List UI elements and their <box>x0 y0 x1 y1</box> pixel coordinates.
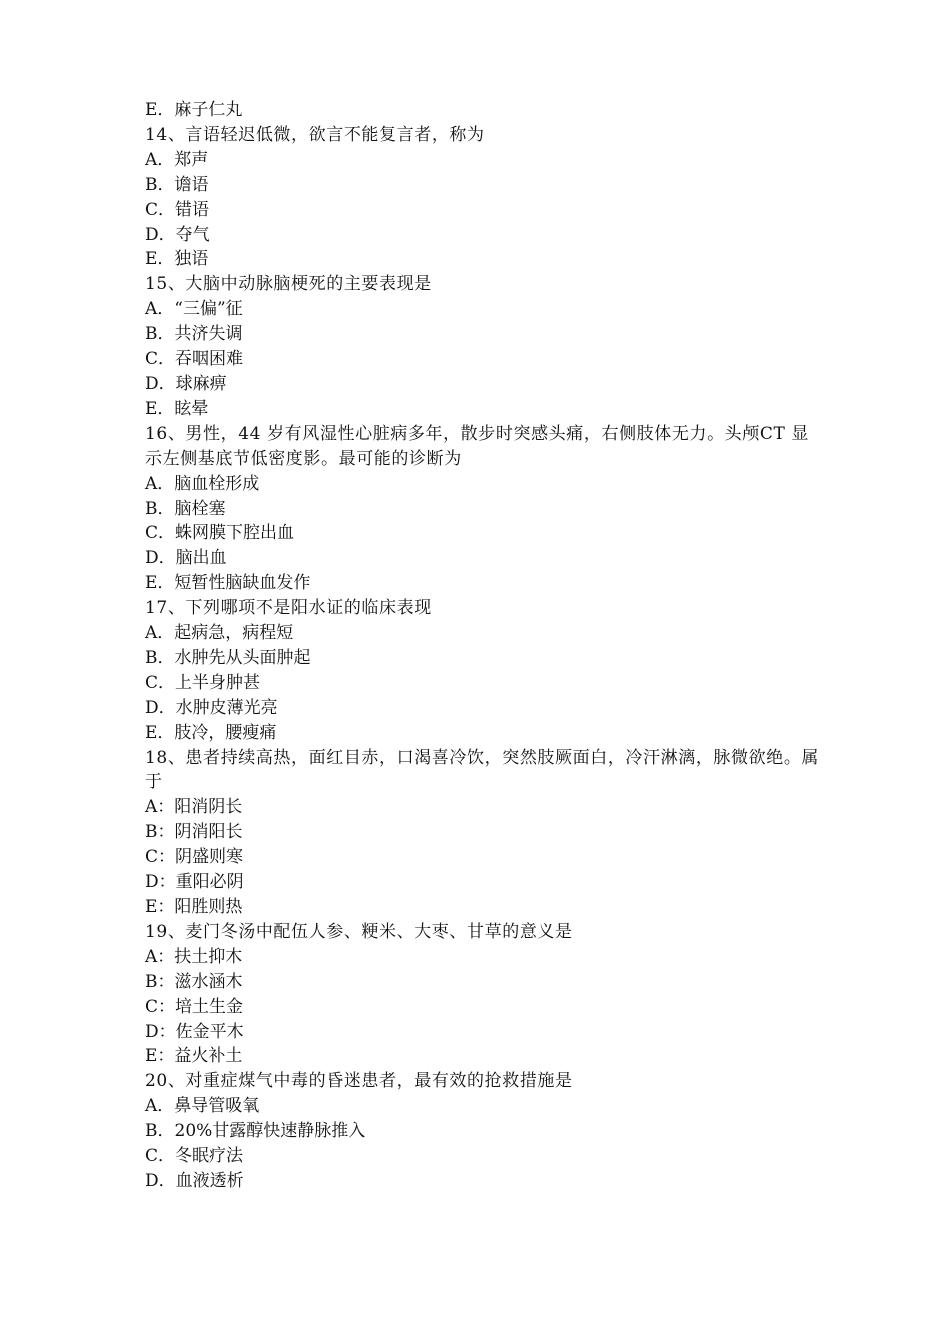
option-key: A． <box>145 149 175 170</box>
option-text: 错语 <box>175 199 210 220</box>
option-key: E： <box>145 1046 175 1067</box>
option-text: 吞咽困难 <box>175 349 244 370</box>
option-key: A． <box>145 473 175 494</box>
question-stem: 19、麦门冬汤中配伍人参、粳米、大枣、甘草的意义是 <box>145 921 573 942</box>
option-key: C． <box>145 199 176 220</box>
option-line <box>145 247 825 272</box>
option-text: 滋水涵木 <box>174 971 243 992</box>
option-key: D． <box>145 548 176 569</box>
option-line <box>145 322 825 347</box>
option-text: 20%甘露醇快速静脉推入 <box>174 1121 366 1142</box>
option-text: 起病急，病程短 <box>174 623 294 644</box>
option-line <box>145 1044 825 1069</box>
option-key: D． <box>145 1170 176 1191</box>
option-line <box>145 646 825 671</box>
option-text: 培土生金 <box>175 996 244 1017</box>
option-text: 阳胜则热 <box>174 897 243 917</box>
option-text: 球麻痹 <box>175 373 227 394</box>
option-line <box>145 845 825 870</box>
option-text: 脑栓塞 <box>174 498 226 519</box>
question-19 <box>145 920 825 1069</box>
option-line <box>145 521 825 546</box>
option-key: E． <box>145 249 175 270</box>
document-page <box>145 98 825 1194</box>
option-key: A． <box>145 1096 175 1117</box>
option-text: 夺气 <box>175 224 210 245</box>
option-key: C： <box>145 847 176 868</box>
option-text: 阴盛则寒 <box>175 847 244 868</box>
question-18 <box>145 746 825 920</box>
option-key: D． <box>145 224 176 245</box>
option-line <box>145 472 825 497</box>
option-line <box>145 870 825 895</box>
question-15 <box>145 272 825 421</box>
option-text: 郑声 <box>174 149 209 170</box>
option-key: B． <box>145 498 175 519</box>
option-key: E． <box>145 100 175 120</box>
option-key: D： <box>145 872 176 893</box>
option-key: C： <box>145 996 176 1017</box>
option-line <box>145 1144 825 1169</box>
option-text: 麻子仁丸 <box>174 100 243 120</box>
option-text: 脑血栓形成 <box>174 473 260 494</box>
option-text: 水肿先从头面肿起 <box>174 647 311 668</box>
option-text: 谵语 <box>174 174 209 195</box>
option-text: 脑出血 <box>175 548 227 569</box>
option-key: B． <box>145 1121 175 1142</box>
option-key: D： <box>145 1021 176 1042</box>
option-line <box>145 223 825 248</box>
option-key: C． <box>145 523 176 544</box>
option-line <box>145 98 825 123</box>
option-text: 冬眠疗法 <box>175 1146 244 1167</box>
option-key: D． <box>145 373 176 394</box>
question-17 <box>145 596 825 745</box>
option-key: B： <box>145 822 175 843</box>
option-line <box>145 1094 825 1119</box>
question-stem: 14、言语轻迟低微，欲言不能复言者，称为 <box>145 124 485 145</box>
option-key: A： <box>145 946 175 967</box>
option-key: A： <box>145 797 175 818</box>
option-line <box>145 671 825 696</box>
option-key: B： <box>145 971 175 992</box>
option-line <box>145 397 825 422</box>
option-key: A． <box>145 299 175 320</box>
option-line <box>145 1020 825 1045</box>
question-stem: 18、患者持续高热，面红目赤，口渴喜冷饮，突然肢厥面白，冷汗淋漓，脉微欲绝。属于 <box>145 747 820 793</box>
option-text: 阳消阴长 <box>174 797 243 818</box>
option-line <box>145 571 825 596</box>
option-key: C． <box>145 672 176 693</box>
question-stem: 15、大脑中动脉脑梗死的主要表现是 <box>145 274 432 295</box>
option-key: B． <box>145 174 175 195</box>
question-14 <box>145 123 825 272</box>
option-text: 血液透析 <box>175 1170 244 1191</box>
option-line <box>145 148 825 173</box>
option-text: 扶土抑木 <box>174 946 243 967</box>
option-line <box>145 198 825 223</box>
option-line <box>145 945 825 970</box>
option-key: E： <box>145 897 175 917</box>
question-16 <box>145 422 825 596</box>
option-text: 鼻导管吸氧 <box>174 1096 260 1117</box>
option-text: 重阳必阴 <box>175 872 244 893</box>
option-line <box>145 372 825 397</box>
option-line <box>145 970 825 995</box>
option-key: D． <box>145 697 176 718</box>
option-key: B． <box>145 324 175 345</box>
option-line <box>145 795 825 820</box>
option-text: 水肿皮薄光亮 <box>175 697 278 718</box>
option-line <box>145 297 825 322</box>
option-line <box>145 546 825 571</box>
option-line <box>145 820 825 845</box>
question-stem: 20、对重症煤气中毒的昏迷患者，最有效的抢救措施是 <box>145 1071 573 1092</box>
option-text: “三偏”征 <box>174 299 243 320</box>
option-line <box>145 173 825 198</box>
option-text: 眩晕 <box>174 398 209 419</box>
option-text: 阴消阳长 <box>174 822 243 843</box>
option-key: E． <box>145 722 175 743</box>
question-20 <box>145 1069 825 1194</box>
option-line <box>145 895 825 920</box>
option-key: C． <box>145 349 176 370</box>
option-key: A． <box>145 623 175 644</box>
option-line <box>145 347 825 372</box>
option-text: 独语 <box>174 249 209 270</box>
option-line <box>145 621 825 646</box>
option-key: B． <box>145 647 175 668</box>
question-stem: 16、男性，44 岁有风湿性心脏病多年，散步时突感头痛，右侧肢体无力。头颅CT 显示左侧基底节低密度影。最可能的诊断为 <box>145 423 810 469</box>
option-line <box>145 696 825 721</box>
option-text: 短暂性脑缺血发作 <box>174 573 311 594</box>
option-line <box>145 1169 825 1194</box>
option-line <box>145 497 825 522</box>
option-text: 佐金平木 <box>175 1021 244 1042</box>
option-text: 上半身肿甚 <box>175 672 261 693</box>
option-line <box>145 995 825 1020</box>
option-text: 肢冷，腰瘦痛 <box>174 722 277 743</box>
option-text: 蛛网膜下腔出血 <box>175 523 295 544</box>
option-text: 共济失调 <box>174 324 243 345</box>
option-key: E． <box>145 398 175 419</box>
option-text: 益火补土 <box>174 1046 243 1067</box>
option-key: C． <box>145 1146 176 1167</box>
option-key: E． <box>145 573 175 594</box>
option-line <box>145 1119 825 1144</box>
option-line <box>145 721 825 746</box>
question-stem: 17、下列哪项不是阳水证的临床表现 <box>145 598 432 619</box>
